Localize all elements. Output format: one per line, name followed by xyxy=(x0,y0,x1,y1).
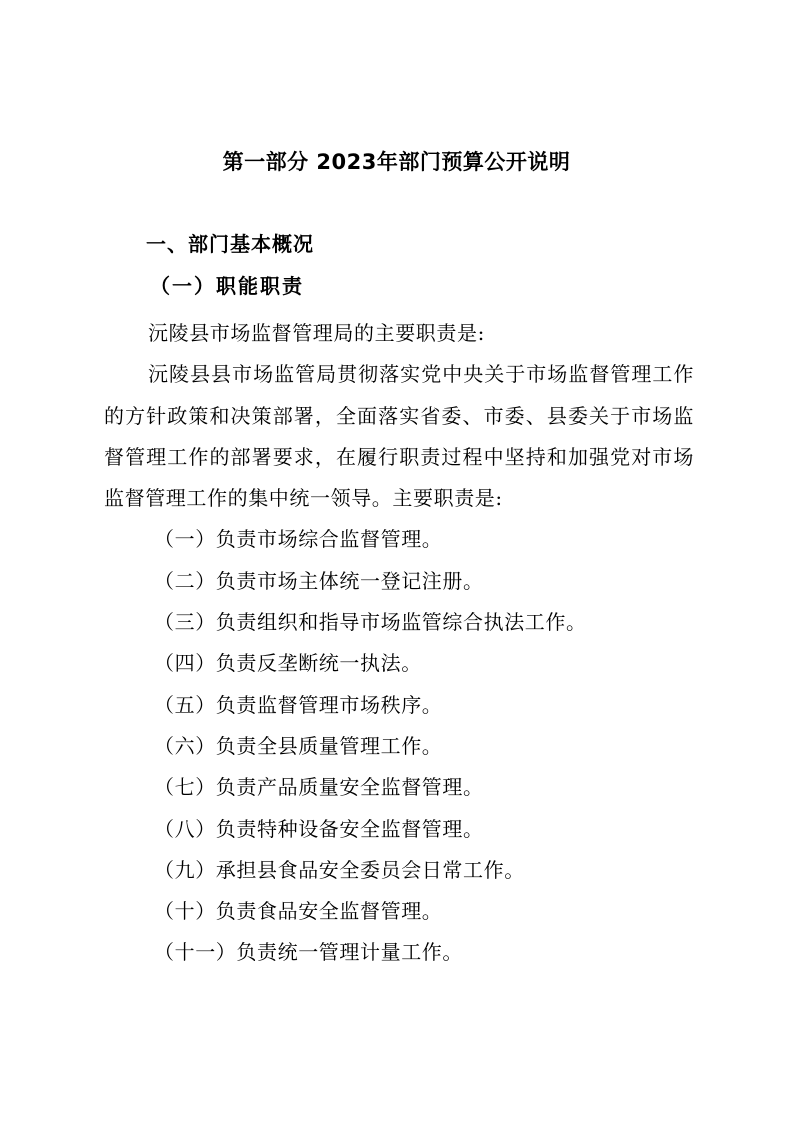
duty-item: （八）负责特种设备安全监督管理。 xyxy=(154,816,484,841)
subsection-heading: （一）职能职责 xyxy=(150,274,304,298)
page-title: 第一部分 2023年部门预算公开说明 xyxy=(222,150,571,174)
section-heading: 一、部门基本概况 xyxy=(146,232,314,256)
duty-item: （三）负责组织和指导市场监管综合执法工作。 xyxy=(154,610,587,635)
intro-paragraph: 沅陵县市场监督管理局的主要职责是: xyxy=(148,321,485,345)
duty-item: （十一）负责统一管理计量工作。 xyxy=(154,940,463,965)
duty-item: （二）负责市场主体统一登记注册。 xyxy=(154,568,484,593)
duty-item: （一）负责市场综合监督管理。 xyxy=(154,527,443,552)
duty-item: （九）承担县食品安全委员会日常工作。 xyxy=(154,857,525,882)
duty-item: （七）负责产品质量安全监督管理。 xyxy=(154,775,484,800)
duty-item: （五）负责监督管理市场秩序。 xyxy=(154,692,443,717)
duty-item: （十）负责食品安全监督管理。 xyxy=(154,899,443,924)
duty-item: （六）负责全县质量管理工作。 xyxy=(154,733,443,758)
body-text xyxy=(104,313,694,974)
duty-item: （四）负责反垄断统一执法。 xyxy=(154,651,422,676)
description-paragraph: 沅陵县县市场监管局贯彻落实党中央关于市场监督管理工作的方针政策和决策部署，全面落实省委、市委、县委关于市场监督管理工作的部署要求，在履行职责过程中坚持和加强党对市场监督管理工作的集中统一领导。主要职责是: xyxy=(104,362,694,511)
